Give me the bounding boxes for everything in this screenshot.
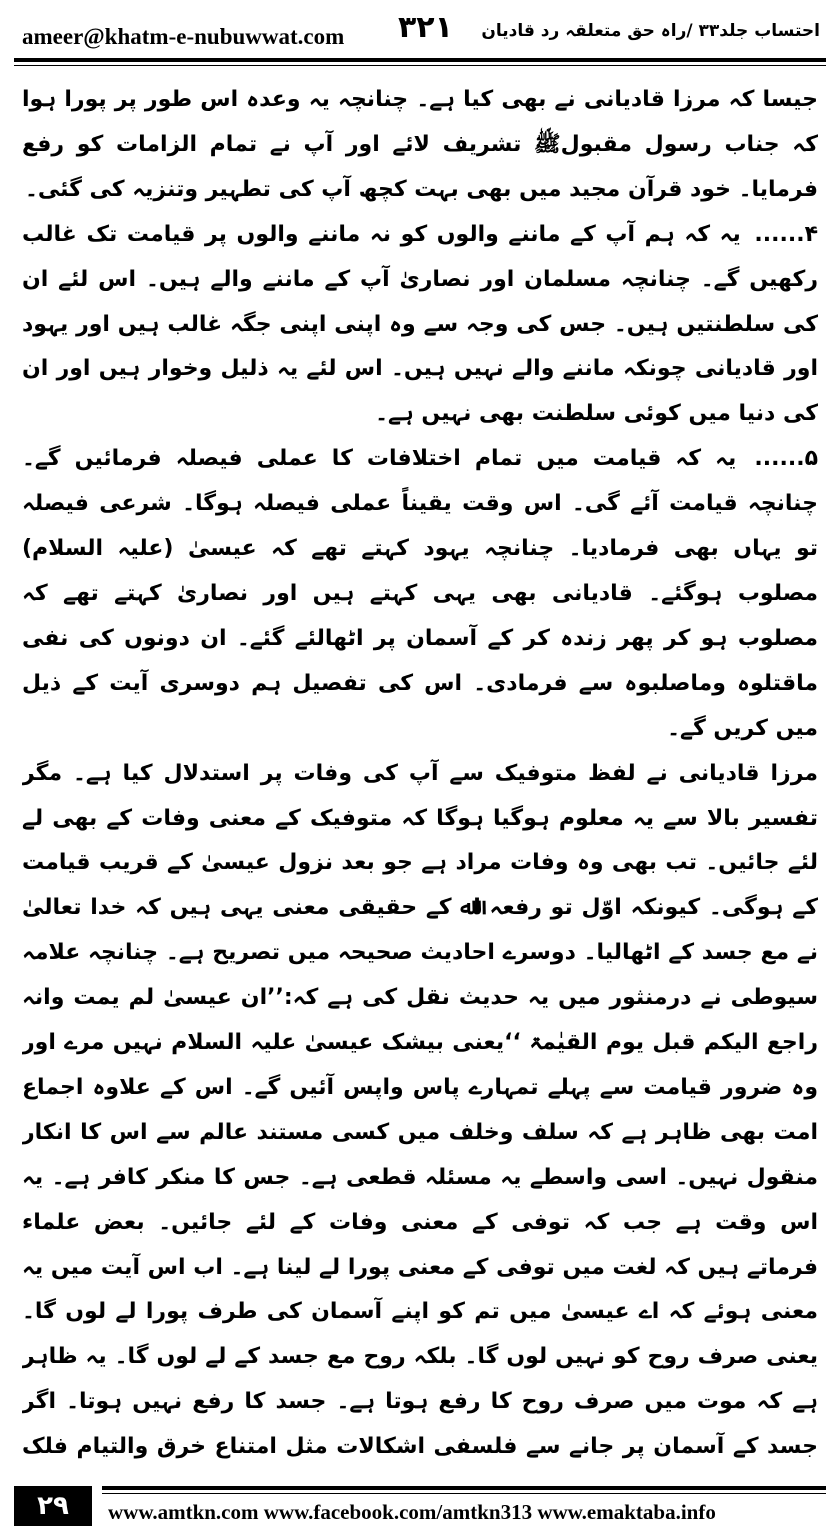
paragraph-3-text: یہ کہ قیامت میں تمام اختلافات کا عملی فیصلہ فرمائیں گے۔ چنانچہ قیامت آئے گی۔ اس وقت یقیناً عملی فیصلہ ہوگا۔ شرعی فیصلہ تو یہاں بھی فرمادیا۔ چنانچہ یہود کہتے تھے کہ عیسیٰ (علیہ السلام) مصلوب ہوگئے۔ قادیانی بھی یہی کہتے ہیں اور نصاریٰ کہتے تھے کہ مصلوب ہو کر پھر زندہ کر کے آسمان پر اٹھالئے گئے۔ ان دونوں کی نفی ماقتلوہ وماصلبوہ سے فرمادی۔ اس کی تفصیل ہم دوسری آیت کے ذیل میں کریں گے۔ — [22, 446, 818, 741]
paragraph-3 — [22, 437, 818, 751]
paragraph-4-continuation: یعنی بیشک عیسیٰ علیہ السلام نہیں مرے اور وہ ضرور قیامت سے پہلے تمہارے پاس واپس آئیں گے۔ اس کے علاوہ اجماع امت بھی ظاہر ہے کہ سلف وخلف میں کسی مستند عالم سے اس کا انکار منقول نہیں۔ اسی واسطے یہ مسئلہ قطعی ہے۔ جس کا منکر کافر ہے۔ یہ اس وقت ہے جب کہ توفی کے معنی وفات کے لئے جائیں۔ بعض علماء فرماتے ہیں کہ لغت میں توفی کے معنی پورا لے لینا ہے۔ اب اس آیت میں یہ معنی ہوئے کہ اے عیسیٰ میں تم کو اپنے آسمان کی طرف پورا لے لوں گا۔ یعنی صرف روح کو نہیں لوں گا۔ بلکہ روح مع جسد کے لے لوں گا۔ یہ ظاہر ہے کہ موت میں صرف روح کا رفع ہوتا ہے۔ جسد کا رفع نہیں ہوتا۔ اگر جسد کے آسمان پر جانے سے فلسفی اشکالات مثل امتناع خرق والتیام فلک — [22, 1030, 818, 1460]
footer-urls: www.amtkn.com www.facebook.com/amtkn313 www.emaktaba.info — [108, 1500, 716, 1524]
paragraph-2-text: یہ کہ ہم آپ کے ماننے والوں کو نہ ماننے والوں پر قیامت تک غالب رکھیں گے۔ چنانچہ مسلمان اور نصاریٰ آپ کے ماننے والے ہیں۔ اس لئے ان کی سلطنتیں ہیں۔ جس کی وجہ سے وہ اپنی اپنی جگہ غالب ہیں اور یہود اور قادیانی چونکہ ماننے والے نہیں ہیں۔ اس لئے یہ ذلیل وخوار ہیں اور ان کی دنیا میں کوئی سلطنت بھی نہیں ہے۔ — [22, 221, 818, 427]
header-rule-thin — [14, 65, 826, 66]
header-page-number: ۳۲۱ — [398, 10, 453, 45]
header-title: احتساب جلد۳۳ /راہ حق متعلقہ رد قادیان — [481, 21, 820, 41]
header-email: ameer@khatm-e-nubuwwat.com — [22, 24, 345, 49]
item-number-5: ۵...... — [754, 446, 818, 472]
paragraph-1: جیسا کہ مرزا قادیانی نے بھی کیا ہے۔ چنانچہ یہ وعدہ اس طور پر پورا ہوا کہ جناب رسول مقبولﷺ تشریف لائے اور آپ نے تمام الزامات کو رفع فرمایا۔ خود قرآن مجید میں بھی بہت کچھ آپ کی تطہیر وتنزیہ کی گئی۔ — [22, 87, 818, 202]
quote-open-mark: ’’ — [267, 985, 284, 1011]
paragraph-4 — [22, 752, 818, 1470]
item-number-4: ۴...... — [754, 221, 818, 247]
paragraph-4-text: مرزا قادیانی نے لفظ متوفیک سے آپ کی وفات پر استدلال کیا ہے۔ مگر تفسیر بالا سے یہ معلوم ہوگیا ہوگا کہ متوفیک کے معنی وفات کے بھی لے لئے جائیں۔ تب بھی وہ وفات مراد ہے جو بعد نزول عیسیٰ کے قریب قیامت کے ہوگی۔ کیونکہ اوّل تو رفعہ اﷲ کے حقیقی معنی یہی ہیں کہ خدا تعالیٰ نے مع جسد کے اٹھالیا۔ دوسرے احادیث صحیحہ میں تصریح ہے۔ چنانچہ علامہ سیوطی نے درمنثور میں یہ حدیث نقل کی ہے کہ: — [22, 760, 818, 1011]
footer-page-number: ۲۹ — [14, 1486, 92, 1526]
body-text — [22, 78, 818, 1470]
paragraph-2 — [22, 213, 818, 438]
page-header — [14, 6, 826, 58]
page-footer — [14, 1484, 826, 1532]
footer-rules — [102, 1486, 826, 1494]
quote-close-mark: ‘‘ — [504, 1030, 521, 1056]
arabic-hadith-quote: ان عیسیٰ لم یمت وانہ راجع الیکم قبل یوم القیٰمۃ — [22, 985, 818, 1056]
header-rule-thick — [14, 58, 826, 62]
